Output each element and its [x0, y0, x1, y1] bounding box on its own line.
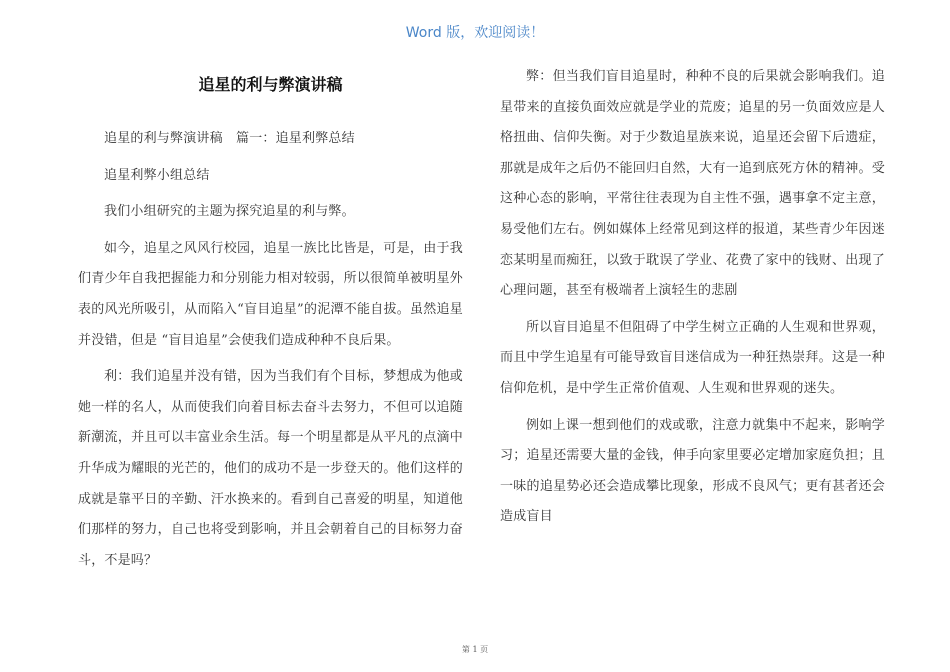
right-column	[500, 62, 885, 539]
paragraph-topic: 我们小组研究的主题为探究追星的利与弊。	[104, 204, 355, 220]
paragraph-advantages: 利：我们追星并没有错，因为当我们有个目标，梦想成为他或她一样的名人，从而使我们向着目标去奋斗去努力，不但可以追随新潮流，并且可以丰富业余生活。每一个明星都是从平凡的点滴中升华成为耀眼的光芒的，他们的成功不是一步登天的。他们这样的成就是靠平日的辛勤、汗水换来的。看到自己喜爱的明星，知道他们那样的努力，自己也将受到影响，并且会朝着自己的目标努力奋斗，不是吗？	[78, 369, 463, 568]
paragraph-conclusion: 所以盲目追星不但阻碍了中学生树立正确的人生观和世界观，而且中学生追星有可能导致盲目迷信成为一种狂热崇拜。这是一种信仰危机，是中学生正常价值观、人生观和世界观的迷失。	[500, 319, 885, 396]
document-title: 追星的利与弊演讲稿	[198, 75, 343, 94]
header-banner: Word 版，欢迎阅读！	[405, 25, 545, 41]
paragraph-subtitle: 追星利弊小组总结	[104, 167, 210, 183]
paragraph-examples: 例如上课一想到他们的戏或歌，注意力就集中不起来，影响学习；追星还需要大量的金钱，伸手向家里要必定增加家庭负担；且一味的追星势必还会造成攀比现象，形成不良风气；更有甚者还会造成盲目	[500, 417, 885, 525]
paragraph-disadvantages: 弊：但当我们盲目追星时，种种不良的后果就会影响我们。追星带来的直接负面效应就是学业的荒废；追星的另一负面效应是人格扭曲、信仰失衡。对于少数追星族来说，追星还会留下后遗症，那就是成年之后仍不能回归自然，大有一追到底死方休的精神。受这种心态的影响，平常往往表现为自主性不强，遇事拿不定主意，易受他们左右。例如媒体上经常见到这样的报道，某些青少年因迷恋某明星而痴狂，以致于耽误了学业、花费了家中的钱财、出现了心理问题，甚至有极端者上演轻生的悲剧	[500, 69, 885, 299]
paragraph-background: 如今，追星之风风行校园，追星一族比比皆是，可是，由于我们青少年自我把握能力和分别能力相对较弱，所以很简单被明星外表的风光所吸引，从而陷入“盲目追星”的泥潭不能自拔。虽然追星并没错，但是 “盲目追星”会使我们造成种种不良后果。	[78, 240, 463, 348]
paragraph-intro: 追星的利与弊演讲稿 篇一：追星利弊总结	[104, 131, 355, 146]
page-number: 第 1 页	[461, 645, 489, 654]
left-column	[78, 124, 463, 582]
